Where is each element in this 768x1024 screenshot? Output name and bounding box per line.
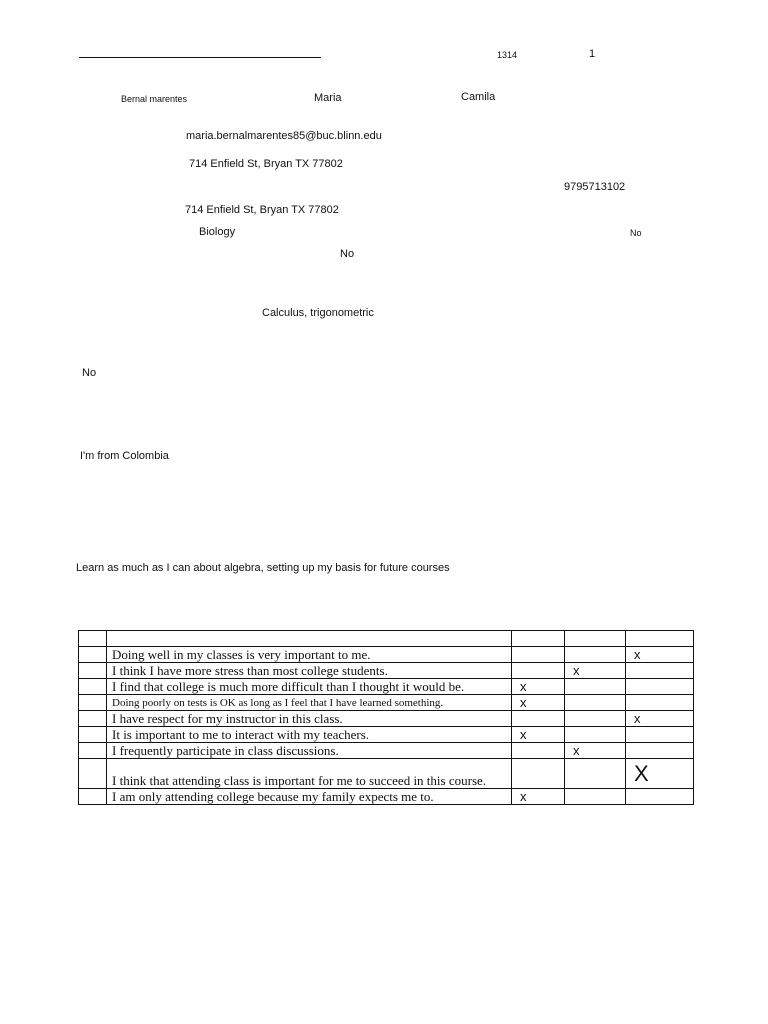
response-cell[interactable]: x — [512, 679, 565, 695]
page-number: 1 — [589, 48, 596, 60]
response-cell[interactable] — [565, 711, 626, 727]
response-cell[interactable] — [626, 727, 694, 743]
middle-name-field[interactable]: Camila — [461, 91, 496, 103]
response-cell[interactable] — [626, 695, 694, 711]
address-alt-field[interactable]: 714 Enfield St, Bryan TX 77802 — [185, 204, 339, 216]
table-row — [79, 695, 694, 711]
statement-cell: I am only attending college because my family expects me to. — [107, 789, 512, 805]
response-cell[interactable]: x — [512, 727, 565, 743]
attitude-survey-table — [78, 630, 694, 805]
header-cell — [79, 631, 107, 647]
row-number-cell — [79, 789, 107, 805]
statement-cell: Doing poorly on tests is OK as long as I feel that I have learned something. — [107, 695, 512, 711]
row-number-cell — [79, 695, 107, 711]
response-cell[interactable] — [626, 679, 694, 695]
response-cell[interactable] — [565, 695, 626, 711]
statement-cell: I think that attending class is important for me to succeed in this course. — [107, 759, 512, 789]
response-cell[interactable]: x — [512, 695, 565, 711]
prior-math-field[interactable]: Calculus, trigonometric — [262, 307, 374, 319]
response-cell[interactable] — [565, 759, 626, 789]
response-cell[interactable] — [512, 663, 565, 679]
table-row — [79, 789, 694, 805]
answer-left-field[interactable]: No — [82, 367, 97, 379]
about-me-field[interactable]: I'm from Colombia — [80, 450, 169, 462]
statement-cell: I think I have more stress than most college students. — [107, 663, 512, 679]
response-cell[interactable]: X — [626, 759, 694, 789]
row-number-cell — [79, 711, 107, 727]
table-row — [79, 679, 694, 695]
row-number-cell — [79, 759, 107, 789]
response-cell[interactable] — [565, 789, 626, 805]
statement-cell: I have respect for my instructor in this class. — [107, 711, 512, 727]
header-cell — [565, 631, 626, 647]
table-row — [79, 663, 694, 679]
address-field[interactable]: 714 Enfield St, Bryan TX 77802 — [189, 158, 343, 170]
major-field[interactable]: Biology — [199, 226, 236, 238]
name-underline — [79, 57, 321, 58]
response-cell[interactable]: x — [626, 711, 694, 727]
table-row — [79, 743, 694, 759]
response-cell[interactable] — [512, 743, 565, 759]
answer-right-field[interactable]: No — [630, 228, 642, 238]
response-cell[interactable] — [626, 663, 694, 679]
statement-cell: I find that college is much more difficult than I thought it would be. — [107, 679, 512, 695]
row-number-cell — [79, 743, 107, 759]
phone-field[interactable]: 9795713102 — [564, 181, 626, 193]
row-number-cell — [79, 663, 107, 679]
statement-cell: It is important to me to interact with my teachers. — [107, 727, 512, 743]
last-name-field[interactable]: Bernal marentes — [121, 94, 188, 104]
row-number-cell — [79, 647, 107, 663]
course-number: 1314 — [497, 50, 518, 60]
response-cell[interactable] — [565, 647, 626, 663]
response-cell[interactable] — [512, 647, 565, 663]
statement-cell: I frequently participate in class discussions. — [107, 743, 512, 759]
table-header-row — [79, 631, 694, 647]
response-cell[interactable]: x — [565, 663, 626, 679]
response-cell[interactable] — [512, 711, 565, 727]
table-row — [79, 647, 694, 663]
statement-cell: Doing well in my classes is very important to me. — [107, 647, 512, 663]
table-row — [79, 727, 694, 743]
row-number-cell — [79, 679, 107, 695]
answer-center-field[interactable]: No — [340, 248, 355, 260]
header-cell — [626, 631, 694, 647]
row-number-cell — [79, 727, 107, 743]
table-row — [79, 711, 694, 727]
response-cell[interactable]: x — [512, 789, 565, 805]
response-cell[interactable] — [626, 743, 694, 759]
response-cell[interactable]: x — [626, 647, 694, 663]
first-name-field[interactable]: Maria — [314, 92, 342, 104]
header-cell — [512, 631, 565, 647]
goal-field[interactable]: Learn as much as I can about algebra, setting up my basis for future courses — [76, 562, 450, 574]
response-cell[interactable] — [512, 759, 565, 789]
email-field[interactable]: maria.bernalmarentes85@buc.blinn.edu — [186, 130, 382, 142]
response-cell[interactable] — [565, 727, 626, 743]
response-cell[interactable] — [626, 789, 694, 805]
header-cell — [107, 631, 512, 647]
table-row — [79, 759, 694, 789]
response-cell[interactable] — [565, 679, 626, 695]
response-cell[interactable]: x — [565, 743, 626, 759]
